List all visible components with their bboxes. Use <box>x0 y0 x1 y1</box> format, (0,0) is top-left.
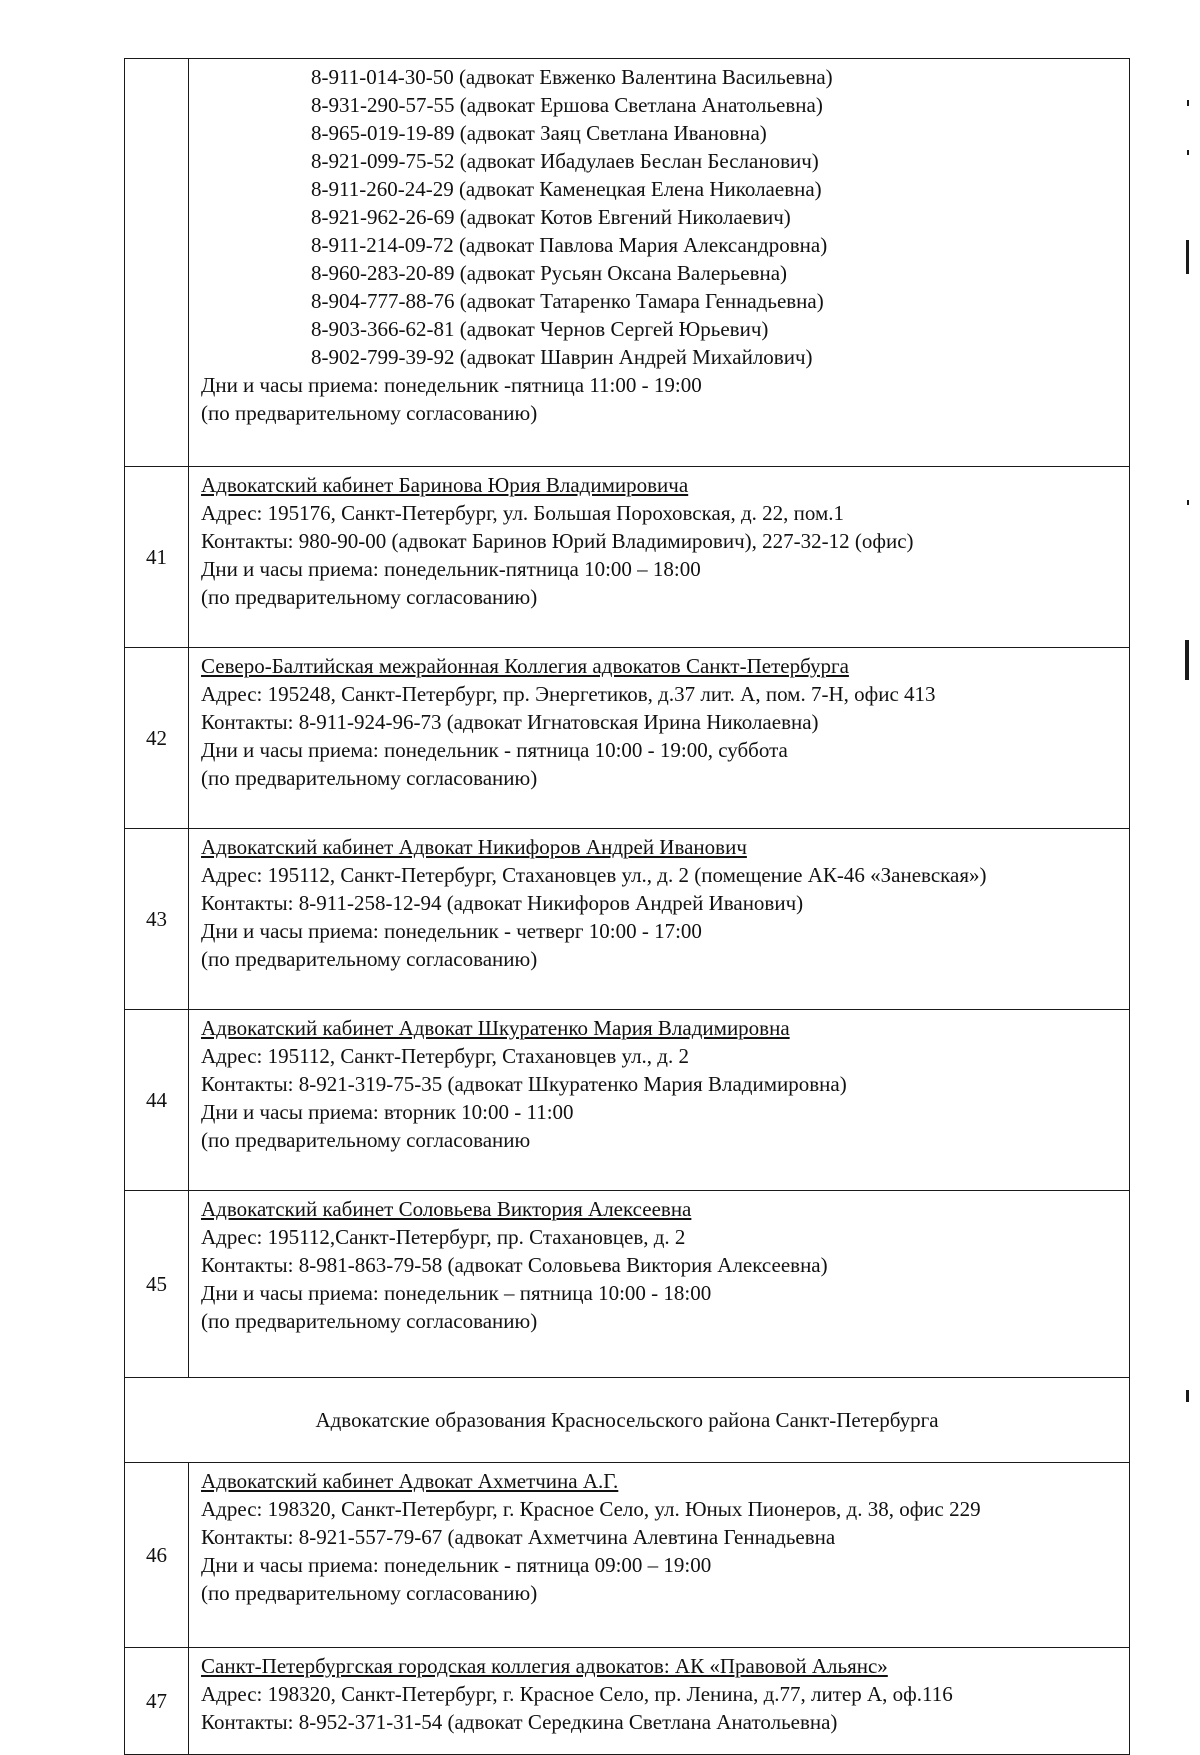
law-offices-table <box>124 58 1130 1755</box>
entry-content <box>189 1648 1130 1755</box>
row-number: 43 <box>125 829 189 1010</box>
office-name: Адвокатский кабинет Соловьева Виктория Алексеевна <box>201 1197 692 1221</box>
table-row <box>125 648 1130 829</box>
reception-note: (по предварительному согласованию) <box>201 585 538 609</box>
lawyer-phone-entry: 8-931-290-57-55 (адвокат Ершова Светлана Анатольевна) <box>311 93 823 117</box>
row-number-empty <box>125 59 189 467</box>
entry-content <box>189 467 1130 648</box>
reception-hours: Дни и часы приема: понедельник – пятница 10:00 - 18:00 <box>201 1281 712 1305</box>
office-name: Адвокатский кабинет Баринова Юрия Владимировича <box>201 473 689 497</box>
reception-note: (по предварительному согласованию <box>201 1128 531 1152</box>
reception-note: (по предварительному согласованию) <box>201 1309 538 1333</box>
section-heading-row <box>125 1378 1130 1463</box>
office-address: Адрес: 195248, Санкт-Петербург, пр. Энергетиков, д.37 лит. А, пом. 7-Н, офис 413 <box>201 682 936 706</box>
office-contacts: Контакты: 8-952-371-31-54 (адвокат Середкина Светлана Анатольевна) <box>201 1710 838 1734</box>
office-address: Адрес: 195176, Санкт-Петербург, ул. Большая Пороховская, д. 22, пом.1 <box>201 501 845 525</box>
entry-content <box>189 829 1130 1010</box>
table-row-continuation <box>125 59 1130 467</box>
office-name: Санкт-Петербургская городская коллегия адвокатов: АК «Правовой Альянс» <box>201 1654 888 1678</box>
scan-artifact <box>1187 100 1189 106</box>
row-number: 47 <box>125 1648 189 1755</box>
reception-hours: Дни и часы приема: понедельник-пятница 10:00 – 18:00 <box>201 557 701 581</box>
office-name: Адвокатский кабинет Адвокат Шкуратенко Мария Владимировна <box>201 1016 790 1040</box>
row-number: 42 <box>125 648 189 829</box>
table-row <box>125 1648 1130 1755</box>
office-contacts: Контакты: 8-921-319-75-35 (адвокат Шкуратенко Мария Владимировна) <box>201 1072 847 1096</box>
entry-content <box>189 648 1130 829</box>
reception-hours: Дни и часы приема: понедельник - четверг 10:00 - 17:00 <box>201 919 702 943</box>
section-heading: Адвокатские образования Красносельского района Санкт-Петербурга <box>125 1378 1130 1463</box>
scan-artifact <box>1187 500 1189 505</box>
reception-note: (по предварительному согласованию) <box>201 1581 538 1605</box>
lawyer-phone-entry: 8-911-260-24-29 (адвокат Каменецкая Елена Николаевна) <box>311 177 822 201</box>
office-name: Северо-Балтийская межрайонная Коллегия адвокатов Санкт-Петербурга <box>201 654 849 678</box>
lawyer-phone-entry: 8-911-014-30-50 (адвокат Евженко Валентина Васильевна) <box>311 65 833 89</box>
lawyer-phone-list <box>201 63 1129 371</box>
office-address: Адрес: 198320, Санкт-Петербург, г. Красное Село, ул. Юных Пионеров, д. 38, офис 229 <box>201 1497 981 1521</box>
row-number: 41 <box>125 467 189 648</box>
office-contacts: Контакты: 8-911-258-12-94 (адвокат Никифоров Андрей Иванович) <box>201 891 804 915</box>
scan-artifact <box>1186 240 1189 274</box>
table-row <box>125 467 1130 648</box>
lawyer-phone-entry: 8-903-366-62-81 (адвокат Чернов Сергей Юрьевич) <box>311 317 769 341</box>
lawyer-phone-entry: 8-902-799-39-92 (адвокат Шаврин Андрей Михайлович) <box>311 345 813 369</box>
office-contacts: Контакты: 980-90-00 (адвокат Баринов Юрий Владимирович), 227-32-12 (офис) <box>201 529 914 553</box>
office-name: Адвокатский кабинет Адвокат Никифоров Андрей Иванович <box>201 835 747 859</box>
reception-note: (по предварительному согласованию) <box>201 947 538 971</box>
table-row <box>125 1010 1130 1191</box>
entry-content <box>189 1463 1130 1648</box>
row-number: 45 <box>125 1191 189 1378</box>
office-contacts: Контакты: 8-981-863-79-58 (адвокат Соловьева Виктория Алексеевна) <box>201 1253 828 1277</box>
office-contacts: Контакты: 8-921-557-79-67 (адвокат Ахметчина Алевтина Геннадьевна <box>201 1525 836 1549</box>
lawyer-phone-entry: 8-965-019-19-89 (адвокат Заяц Светлана Ивановна) <box>311 121 767 145</box>
office-address: Адрес: 195112,Санкт-Петербург, пр. Стахановцев, д. 2 <box>201 1225 686 1249</box>
table-row <box>125 1191 1130 1378</box>
reception-hours: Дни и часы приема: понедельник - пятница 09:00 – 19:00 <box>201 1553 712 1577</box>
reception-hours: Дни и часы приема: вторник 10:00 - 11:00 <box>201 1100 574 1124</box>
reception-hours: Дни и часы приема: понедельник -пятница 11:00 - 19:00 <box>201 373 702 397</box>
row-number: 46 <box>125 1463 189 1648</box>
reception-note: (по предварительному согласованию) <box>201 401 538 425</box>
scan-artifact <box>1186 1390 1189 1402</box>
continuation-content <box>189 59 1130 467</box>
office-address: Адрес: 195112, Санкт-Петербург, Стахановцев ул., д. 2 (помещение АК-46 «Заневская») <box>201 863 987 887</box>
office-address: Адрес: 198320, Санкт-Петербург, г. Красное Село, пр. Ленина, д.77, литер А, оф.116 <box>201 1682 953 1706</box>
entry-content <box>189 1191 1130 1378</box>
entry-content <box>189 1010 1130 1191</box>
office-name: Адвокатский кабинет Адвокат Ахметчина А.Г. <box>201 1469 619 1493</box>
row-number: 44 <box>125 1010 189 1191</box>
scan-artifact <box>1185 640 1189 680</box>
scan-artifact <box>1187 150 1189 155</box>
lawyer-phone-entry: 8-904-777-88-76 (адвокат Татаренко Тамара Геннадьевна) <box>311 289 824 313</box>
lawyer-phone-entry: 8-960-283-20-89 (адвокат Русьян Оксана Валерьевна) <box>311 261 788 285</box>
office-address: Адрес: 195112, Санкт-Петербург, Стахановцев ул., д. 2 <box>201 1044 689 1068</box>
office-contacts: Контакты: 8-911-924-96-73 (адвокат Игнатовская Ирина Николаевна) <box>201 710 819 734</box>
table-row <box>125 1463 1130 1648</box>
table-row <box>125 829 1130 1010</box>
lawyer-phone-entry: 8-921-099-75-52 (адвокат Ибадулаев Беслан Бесланович) <box>311 149 819 173</box>
lawyer-phone-entry: 8-921-962-26-69 (адвокат Котов Евгений Николаевич) <box>311 205 791 229</box>
lawyer-phone-entry: 8-911-214-09-72 (адвокат Павлова Мария Александровна) <box>311 233 828 257</box>
reception-note: (по предварительному согласованию) <box>201 766 538 790</box>
reception-hours: Дни и часы приема: понедельник - пятница 10:00 - 19:00, суббота <box>201 738 788 762</box>
